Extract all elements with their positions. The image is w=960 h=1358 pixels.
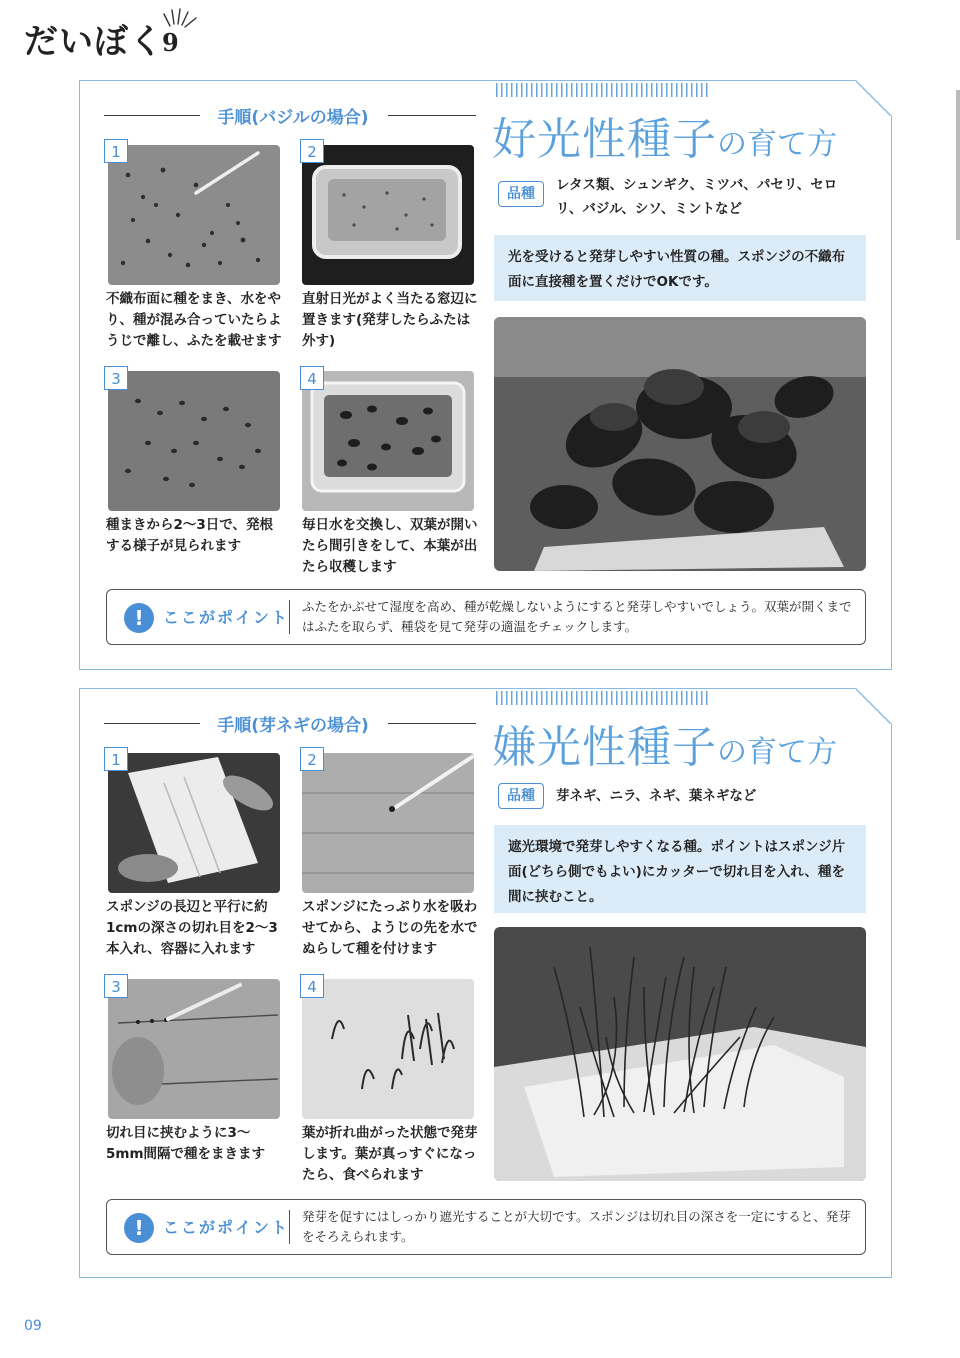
- step-number-badge: 1: [104, 747, 128, 771]
- step-number-badge: 4: [300, 366, 324, 390]
- step-caption: 種まきから2〜3日で、発根する様子が見られます: [106, 517, 274, 554]
- point-label: ここがポイント: [163, 1218, 290, 1237]
- step-caption: 切れ目に挟むように3〜5mm間隔で種をまきます: [106, 1125, 266, 1162]
- side-index-tab: [956, 90, 960, 240]
- step-number-badge: 2: [300, 747, 324, 771]
- description-box: 遮光環境で発芽しやすくなる種。ポイントはスポンジ片面(どちら側でもよい)にカッターで切れ目を入れ、種を間に挟むこと。: [494, 825, 866, 913]
- point-text: ふたをかぶせて湿度を高め、種が乾燥しないようにすると発芽しやすいでしょう。双葉が開くまではふたを取らず、種袋を見て発芽の適温をチェックします。: [302, 599, 852, 634]
- variety-badge: 品種: [498, 783, 544, 809]
- step-photo-bent-sprouts: [302, 979, 474, 1119]
- stripe-decoration: [496, 83, 711, 97]
- chapter-number: 9: [162, 28, 179, 57]
- step-caption: 直射日光がよく当たる窓辺に置きます(発芽したらふたは外す): [302, 291, 478, 349]
- point-text: 発芽を促すにはしっかり遮光することが大切です。スポンジは切れ目の深さを一定にすると、発芽をそろえられます。: [302, 1209, 851, 1244]
- title-main: 嫌光性種子: [492, 722, 717, 773]
- page-number: 09: [24, 1318, 42, 1334]
- step-number-badge: 3: [104, 974, 128, 998]
- step-number-badge: 4: [300, 974, 324, 998]
- point-label: ここがポイント: [163, 608, 290, 627]
- step-photo-cutting-sponge: [108, 753, 280, 893]
- step-caption: 葉が折れ曲がった状態で発芽します。葉が真っすぐになったら、食べられます: [302, 1125, 478, 1183]
- step-photo-sowing-in-cuts: [108, 979, 280, 1119]
- step-number-badge: 2: [300, 139, 324, 163]
- title-main: 好光性種子: [492, 114, 717, 165]
- basil-photo: [494, 317, 866, 571]
- exclamation-icon: !: [124, 603, 154, 633]
- section-title: [492, 711, 882, 775]
- point-divider: [289, 600, 290, 634]
- step-number-badge: 3: [104, 366, 128, 390]
- step-caption: スポンジの長辺と平行に約1cmの深さの切れ目を2〜3本入れ、容器に入れます: [106, 899, 278, 957]
- step-number-badge: 1: [104, 139, 128, 163]
- negi-sprouts-photo: [494, 927, 866, 1181]
- step-photo-rooting-seeds: [108, 371, 280, 511]
- variety-list: レタス類、シュンギク、ミツバ、パセリ、セロリ、バジル、シソ、ミントなど: [556, 177, 838, 217]
- section-negatively-photoblastic-seeds: [79, 688, 892, 1278]
- point-box: [106, 1199, 866, 1255]
- title-suffix: の育て方: [717, 735, 837, 770]
- step-caption: 不織布面に種をまき、水をやり、種が混み合っていたらようじで離し、ふたを載せます: [106, 291, 282, 349]
- description-box: 光を受けると発芽しやすい性質の種。スポンジの不織布面に直接種を置くだけでOKです。: [494, 235, 866, 301]
- variety-list: 芽ネギ、ニラ、ネギ、葉ネギなど: [556, 788, 757, 804]
- point-divider: [289, 1210, 290, 1244]
- step-photo-tray-by-window: [302, 145, 474, 285]
- section-photoblastic-seeds: [79, 80, 892, 670]
- title-suffix: の育て方: [717, 127, 837, 162]
- exclamation-icon: !: [124, 1213, 154, 1243]
- stripe-decoration: [496, 691, 711, 705]
- point-box: [106, 589, 866, 645]
- steps-heading: 手順(芽ネギの場合): [104, 711, 476, 737]
- section-title: [492, 103, 882, 167]
- page-header-title: だいぼく: [24, 22, 164, 62]
- step-caption: 毎日水を交換し、双葉が開いたら間引きをして、本葉が出たら収穫します: [302, 517, 478, 575]
- variety-badge: 品種: [498, 181, 544, 207]
- step-caption: スポンジにたっぷり水を吸わせてから、ようじの先を水でぬらして種を付けます: [302, 899, 478, 957]
- step-photo-seedlings: [302, 371, 474, 511]
- step-photo-toothpick-seed: [302, 753, 474, 893]
- steps-heading: 手順(バジルの場合): [104, 103, 476, 129]
- step-photo-sowing-seeds: [108, 145, 280, 285]
